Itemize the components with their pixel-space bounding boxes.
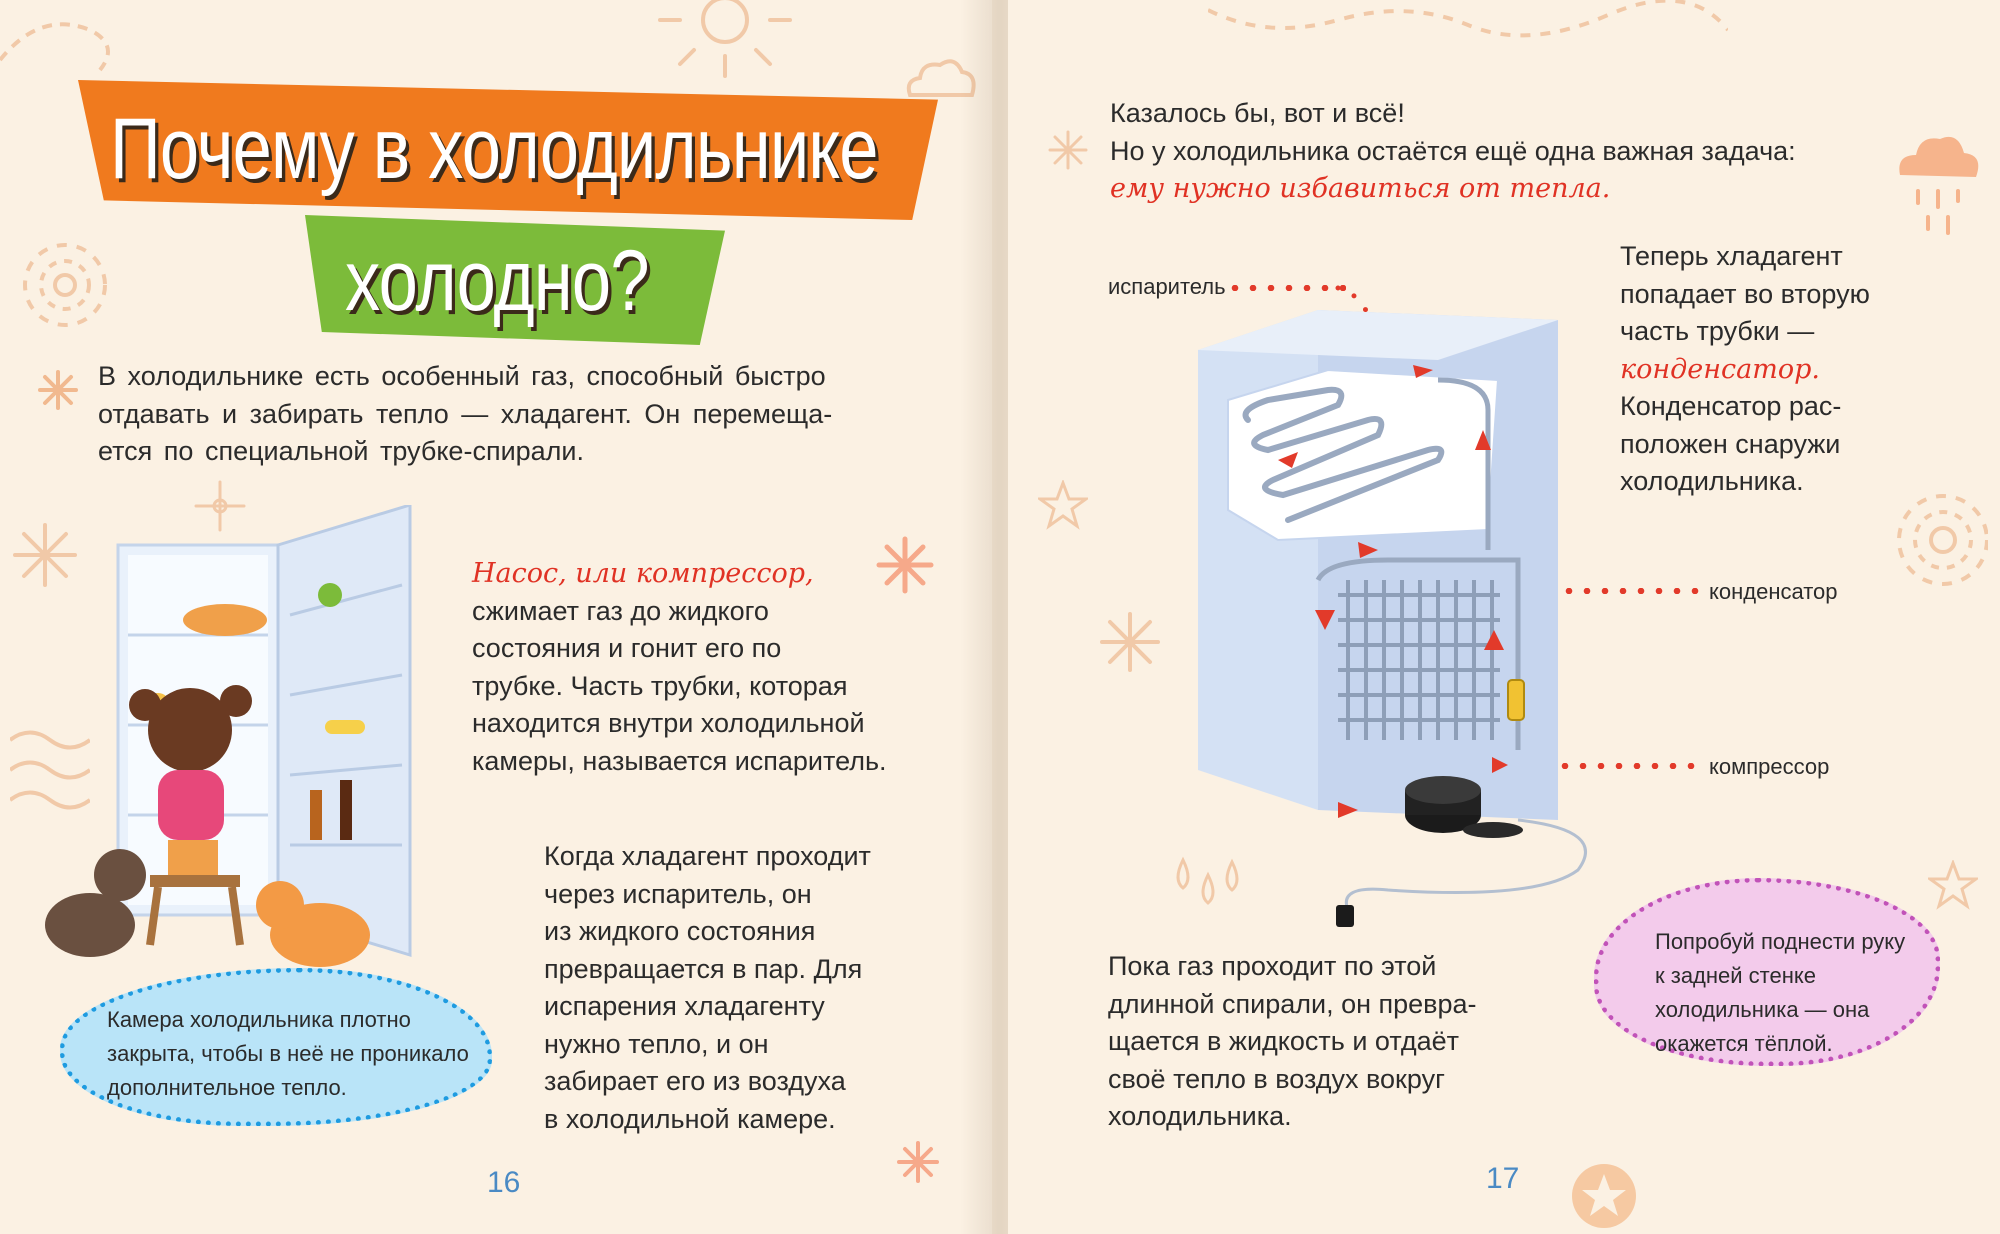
text-line: попадает во вторую bbox=[1620, 278, 1870, 309]
page-number: 16 bbox=[487, 1166, 521, 1199]
text-line: В холодильнике есть особенный газ, способный быстро bbox=[98, 361, 826, 391]
bubble-line: дополнительное тепло. bbox=[107, 1075, 347, 1100]
text-line: Теперь хладагент bbox=[1620, 241, 1843, 271]
bubble-line: к задней стенке bbox=[1655, 963, 1817, 988]
wave-lines-icon bbox=[1208, 0, 1728, 50]
left-page bbox=[0, 0, 992, 1234]
page-title-line2: холодно? bbox=[345, 233, 649, 329]
highlight-text: конденсатор. bbox=[1620, 353, 1820, 385]
text-line: холодильника. bbox=[1108, 1101, 1292, 1131]
snowflake-icon bbox=[896, 1140, 940, 1184]
bubble-line: холодильника — она bbox=[1655, 997, 1870, 1022]
right-intro bbox=[1110, 95, 1796, 208]
snowflake-icon bbox=[38, 370, 78, 410]
snowflake-icon bbox=[1098, 610, 1162, 674]
compressor-label: компрессор bbox=[1709, 754, 1830, 779]
text-line: сжимает газ до жидкого bbox=[472, 595, 769, 626]
text-line: из жидкого состояния bbox=[544, 916, 816, 946]
bubble-line: Камера холодильника плотно bbox=[107, 1007, 411, 1032]
text-line: испарения хладагенту bbox=[544, 991, 825, 1021]
compressor-heading: Насос, или компрессор, bbox=[472, 558, 814, 589]
text-line: Когда хладагент проходит bbox=[544, 841, 871, 871]
intro-paragraph bbox=[98, 358, 832, 471]
text-line: часть трубки — bbox=[1620, 316, 1815, 346]
text-line: в холодильной камере. bbox=[544, 1103, 836, 1134]
text-line: находится внутри холодильной bbox=[472, 708, 865, 738]
spiral-paragraph bbox=[1108, 948, 1477, 1136]
info-bubble-pink bbox=[1594, 878, 1940, 1066]
text-line: Конденсатор рас- bbox=[1620, 391, 1842, 421]
text-line: нужно тепло, и он bbox=[544, 1028, 769, 1059]
text-line: превращается в пар. Для bbox=[544, 953, 863, 984]
bubble-line: окажется тёплой. bbox=[1655, 1031, 1833, 1056]
text-line: своё тепло в воздух вокруг bbox=[1108, 1063, 1445, 1094]
highlight-text: ему нужно избавиться от тепла. bbox=[1110, 173, 1611, 204]
text-line: Казалось бы, вот и всё! bbox=[1110, 98, 1405, 128]
spiral-icon bbox=[1888, 480, 1988, 600]
bubble-line: закрыта, чтобы в неё не проникало bbox=[107, 1041, 469, 1066]
spiral-icon bbox=[20, 230, 110, 340]
snowflake-icon bbox=[1048, 130, 1088, 170]
text-line: длинной спирали, он превра- bbox=[1108, 988, 1477, 1019]
text-line: щается в жидкость и отдаёт bbox=[1108, 1026, 1459, 1056]
text-line: ется по специальной трубке-спирали. bbox=[98, 436, 585, 466]
page-title-line1: Почему в холодильнике bbox=[110, 101, 878, 197]
text-line: через испаритель, он bbox=[544, 878, 812, 909]
decorative-swirl-icon bbox=[0, 0, 140, 90]
star-badge-icon bbox=[1568, 1160, 1640, 1232]
star-icon bbox=[1928, 860, 1978, 910]
condenser-label: конденсатор bbox=[1709, 579, 1838, 604]
fridge-diagram bbox=[1188, 310, 1628, 930]
condenser-paragraph bbox=[1620, 238, 1870, 501]
text-line: отдавать и забирать тепло — хладагент. Он перемеща- bbox=[98, 398, 833, 429]
text-line: холодильника. bbox=[1620, 466, 1804, 496]
text-line: камеры, называется испаритель. bbox=[472, 745, 887, 776]
cloud-icon bbox=[1888, 125, 1988, 245]
sun-icon bbox=[650, 0, 800, 90]
bubble-line: Попробуй поднести руку bbox=[1655, 929, 1906, 954]
text-line: трубке. Часть трубки, которая bbox=[472, 670, 848, 701]
text-line: положен снаружи bbox=[1620, 428, 1841, 459]
info-bubble-blue bbox=[60, 968, 492, 1126]
girl-at-fridge-illustration bbox=[40, 505, 420, 975]
text-line: Пока газ проходит по этой bbox=[1108, 951, 1437, 981]
star-icon bbox=[1038, 480, 1088, 530]
text-line: Но у холодильника остаётся ещё одна важная задача: bbox=[1110, 135, 1796, 166]
text-line: забирает его из воздуха bbox=[544, 1066, 846, 1096]
compressor-paragraph bbox=[472, 555, 887, 780]
evaporator-paragraph bbox=[544, 838, 871, 1138]
page-number: 17 bbox=[1486, 1162, 1520, 1195]
evaporator-label: испаритель bbox=[1108, 274, 1226, 299]
text-line: состояния и гонит его по bbox=[472, 633, 782, 663]
